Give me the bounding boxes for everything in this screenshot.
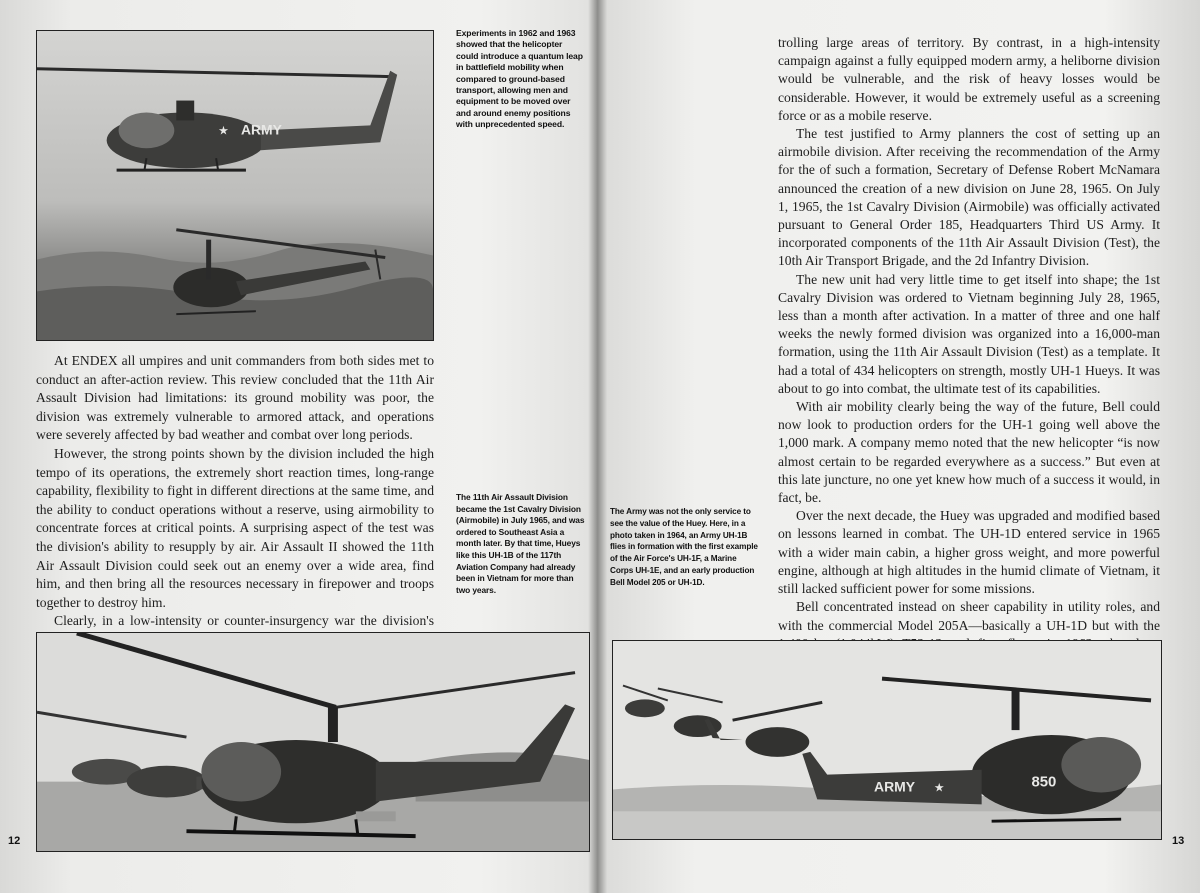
page-number-left: 12 (8, 835, 21, 847)
photo-bottom-flightline (36, 632, 590, 852)
helicopter-photo-icon (37, 633, 589, 851)
paragraph: Bell concentrated instead on sheer capability in utility roles, and with the commercial Model 205A—basically a UH-1D but with the (778, 599, 1160, 633)
left-body-text (36, 352, 434, 650)
paragraph: trolling large areas of territory. By contrast, in a high-intensity campaign against a fully equipped modern army, a heliborne division would be vulnerable, and the risk of heavy losses would be considerable. However, it would be extremely useful as a screening force or as a mobile reserve. (778, 35, 1160, 123)
army-marking-text: ARMY (240, 121, 282, 138)
svg-text:★: ★ (218, 123, 229, 138)
army-marking-text: ARMY (874, 778, 916, 795)
paragraph: With air mobility clearly being the way of the future, Bell could now look to production orders for the UH-1 going well above the 1,000 mark. A company memo noted that the new helicopter “is now almost certain to be regarded everywhere as a success.” But even at this late juncture, no one yet knew how much of a success it would, in fact, be. (778, 399, 1160, 506)
helicopter-photo-icon (37, 31, 433, 340)
caption-top: Experiments in 1962 and 1963 showed that the helicopter could introduce a quantum leap in battlefield mobility when compared to ground-based transport, allowing men and equipment to be moved over and around enemy positions with unprecedented speed. (456, 28, 583, 130)
paragraph: At ENDEX all umpires and unit commanders from both sides met to conduct an after-action review. This review concluded that the 11th Air Assault Division had limitations: its ground mobility was poor, the division was extremely vulnerable to armored attack, and operations were severely affected by bad weather and combat over long periods. (36, 353, 434, 443)
paragraph: Clearly, in a low-intensity or counter-insurgency war the division's (54, 613, 434, 629)
paragraph: Over the next decade, the Huey was upgraded and modified based on lessons learned in combat. The UH-1D entered service in 1965 with a wider main cabin, a higher gross weight, and more powerful engine, although at high altitudes in the humid climate of Vietnam, it still lacked sufficient power for some missions. (778, 508, 1160, 597)
right-page (600, 0, 1200, 893)
photo-formation-flight (612, 640, 1162, 840)
tail-number-text: 850 (1031, 774, 1057, 791)
helicopter-photo-icon (613, 641, 1161, 839)
photo-top-helicopters (36, 30, 434, 341)
svg-text:★: ★ (933, 780, 945, 795)
paragraph: The new unit had very little time to get itself into shape; the 1st Cavalry Division was ordered to Vietnam beginning July 28, 1965, less than a month after activation. In a matter of three and one half weeks the newly formed division was organized into a 16,000-man formation, using the 11th Air Assault Division (Test) as a template. It had a total of 434 helicopters on strength, mostly UH-1 Hueys. It was about to go into combat, the ultimate test of its capabilities. (778, 271, 1160, 396)
caption-right: The Army was not the only service to see the value of the Huey. Here, in a photo taken in 1964, an Army UH-1B flies in formation with the first example of the Air Force's UH-1F, a Marine Corps UH-1E, and an early production Bell Model 205 or UH-1D. (610, 507, 758, 587)
paragraph: However, the strong points shown by the division included the high tempo of its operations, the extremely short reaction times, long-range capability, flexibility to fight in different directions at the same time, and the ability to conduct operations without a reserve, using airmobility to concentrate forces at critical points. A surprising aspect of the test was the division's ability to resupply by air. Air Assault II showed the 11th Air Assault Division could seek out an enemy over a wide area, find him, and then bring all the resources necessary in firepower and troops together to destroy him. (36, 445, 434, 610)
caption-bottom: The 11th Air Assault Division became the 1st Cavalry Division (Airmobile) in July 1965, and was ordered to Southeast Asia a month later. By that time, Hueys like this UH-1B of the 117th Aviation Company had already been in Vietnam for more than two years. (456, 492, 585, 595)
paragraph: The test justified to Army planners the cost of setting up an airmobile division. After receiving the recommendation of the Army for the of such a formation, Secretary of Defense Robert McNamara announced the creation of a new division on June 28, 1965. On July 1, 1965, the 1st Cavalry Division (Airmobile) was officially activated pursuant to General Order 185, Headquarters Third US Army. It incorporated components of the 11th Air Assault Division (Test), the 10th Air Transport Brigade, and the 2d Infantry Division. (778, 126, 1160, 269)
page-number-right: 13 (1172, 835, 1185, 847)
